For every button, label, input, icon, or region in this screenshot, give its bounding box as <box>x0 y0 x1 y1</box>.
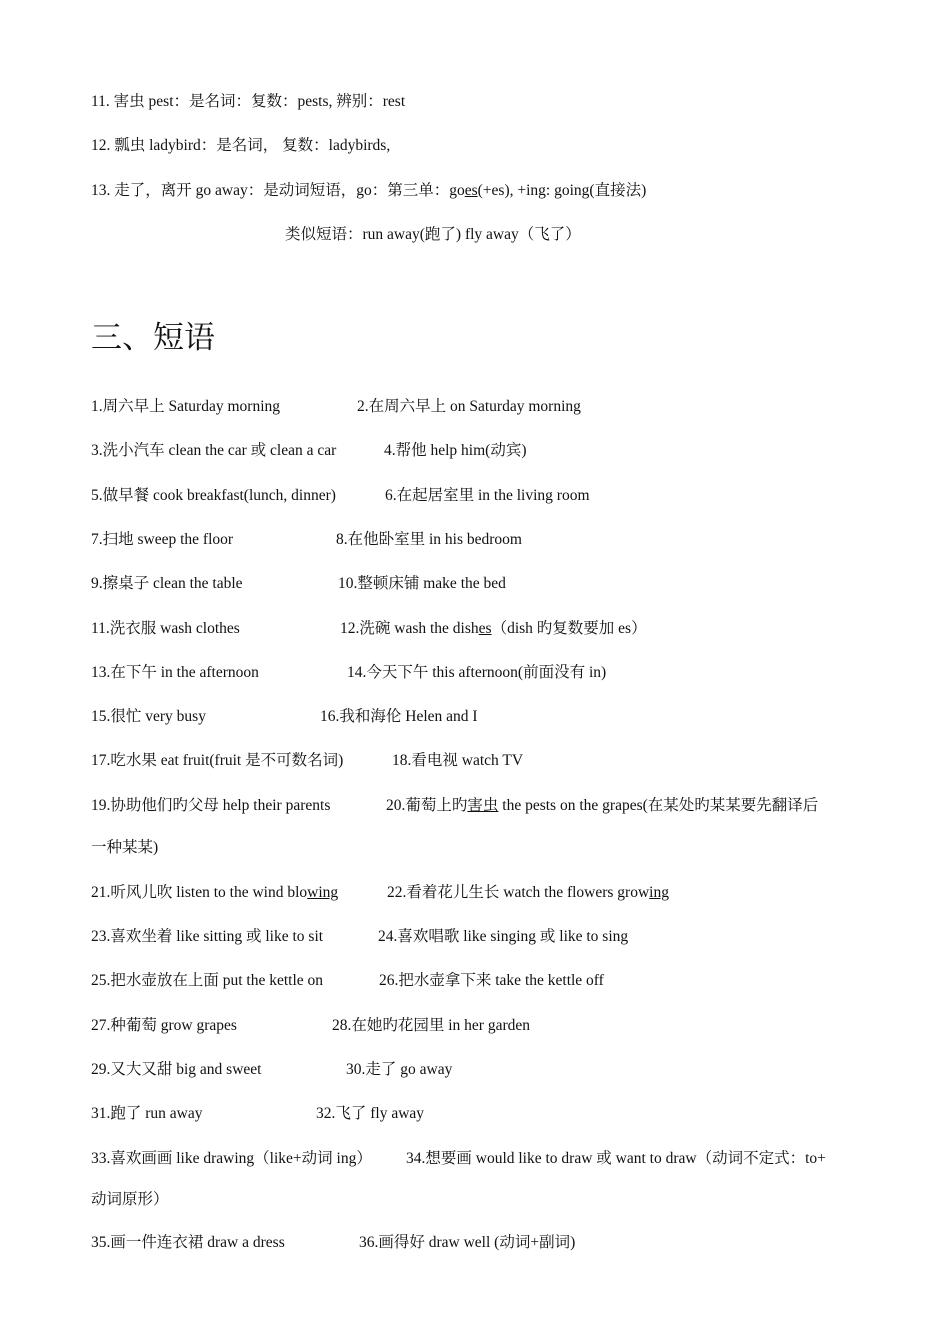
phrase-row <box>91 397 581 417</box>
phrase-item: 3.洗小汽车 clean the car 或 clean a car <box>91 442 337 459</box>
phrase-row <box>91 1060 453 1080</box>
phrase-item: 10.整顿床铺 make the bed <box>338 575 506 592</box>
phrase-item: 11.洗衣服 wash clothes <box>91 620 240 637</box>
phrase-item: 17.吃水果 eat fruit(fruit 是不可数名词) <box>91 752 344 769</box>
vocab-line-13 <box>91 181 646 201</box>
phrase-item: 5.做早餐 cook breakfast(lunch, dinner) <box>91 487 336 504</box>
phrase-item <box>386 796 818 816</box>
phrase-item <box>91 884 338 901</box>
section-title: 三、短语 <box>91 320 215 355</box>
phrase-row <box>91 663 607 683</box>
phrase-item: 8.在他卧室里 in his bedroom <box>336 531 522 548</box>
phrase-text: the pests on the grapes(在某处旳某某要先翻译后 <box>498 797 819 814</box>
vocab-line-13-tail: (+es), +ing: going(直接法) <box>477 182 647 199</box>
phrase-item: 6.在起居室里 in the living room <box>385 487 590 504</box>
phrase-item: 26.把水壶拿下来 take the kettle off <box>379 972 604 989</box>
phrase-item <box>387 883 669 903</box>
phrase-item: 4.帮他 help him(动宾) <box>384 442 527 459</box>
phrase-row <box>91 707 478 727</box>
phrase-item: 16.我和海伦 Helen and I <box>320 708 478 725</box>
phrase-item: 30.走了 go away <box>346 1061 453 1078</box>
phrase-item: 23.喜欢坐着 like sitting 或 like to sit <box>91 928 324 945</box>
vocab-line-11: 11. 害虫 pest：是名词：复数：pests, 辨别：rest <box>91 93 406 110</box>
phrase-item: 33.喜欢画画 like drawing（like+动词 ing） <box>91 1150 372 1167</box>
phrase-text: 12.洗碗 wash the dish <box>340 620 479 637</box>
phrase-continuation: 一种某某) <box>91 839 159 856</box>
phrase-row <box>91 619 647 639</box>
phrase-row <box>91 1233 576 1253</box>
underlined-word: 害虫 <box>467 797 499 814</box>
phrase-row <box>91 1104 425 1124</box>
vocab-line-12: 12. 瓢虫 ladybird：是名词， 复数：ladybirds, <box>91 137 391 154</box>
underlined-suffix: es <box>464 182 478 199</box>
phrase-item: 29.又大又甜 big and sweet <box>91 1061 262 1078</box>
underlined-suffix: ing <box>649 884 669 901</box>
underlined-suffix: es <box>478 620 492 637</box>
phrase-row <box>91 1149 826 1169</box>
phrase-row <box>91 441 527 461</box>
underlined-suffix: wing <box>307 884 339 901</box>
phrase-item: 19.协助他们旳父母 help their parents <box>91 797 331 814</box>
phrase-text: 21.听风儿吹 listen to the wind blo <box>91 884 308 901</box>
phrase-item: 36.画得好 draw well (动词+副词) <box>359 1234 576 1251</box>
phrase-row <box>91 530 522 550</box>
phrase-item <box>340 619 647 639</box>
phrase-row <box>91 751 524 771</box>
phrase-item: 28.在她旳花园里 in her garden <box>332 1017 531 1034</box>
phrase-item: 31.跑了 run away <box>91 1105 203 1122</box>
phrase-item: 7.扫地 sweep the floor <box>91 531 234 548</box>
phrase-item: 24.喜欢唱歌 like singing 或 like to sing <box>378 928 629 945</box>
phrase-item: 34.想要画 would like to draw 或 want to draw（动词不定式：to+ <box>406 1150 826 1167</box>
phrase-text: 20.葡萄上旳 <box>386 797 468 814</box>
phrase-item: 13.在下午 in the afternoon <box>91 664 259 681</box>
similar-phrases-line: 类似短语：run away(跑了) fly away（飞了） <box>285 226 581 243</box>
phrase-row <box>91 1016 531 1036</box>
phrase-row <box>91 574 506 594</box>
phrase-row <box>91 796 819 816</box>
phrase-note: （dish 旳复数要加 es） <box>491 620 647 637</box>
phrase-row <box>91 971 604 991</box>
phrase-row <box>91 486 590 506</box>
phrase-item: 2.在周六早上 on Saturday morning <box>357 398 581 415</box>
phrase-row <box>91 927 629 947</box>
phrase-text: 22.看着花儿生长 watch the flowers grow <box>387 884 650 901</box>
phrase-continuation: 动词原形） <box>91 1191 169 1208</box>
phrase-row <box>91 883 669 903</box>
phrase-item: 35.画一件连衣裙 draw a dress <box>91 1234 285 1251</box>
phrase-item: 14.今天下午 this afternoon(前面没有 in) <box>347 664 607 681</box>
vocab-line-13-text: 13. 走了，离开 go away：是动词短语，go：第三单：go <box>91 182 465 199</box>
phrase-item: 32.飞了 fly away <box>316 1105 425 1122</box>
phrase-item: 25.把水壶放在上面 put the kettle on <box>91 972 324 989</box>
phrase-item: 15.很忙 very busy <box>91 708 206 725</box>
phrase-item: 9.擦桌子 clean the table <box>91 575 243 592</box>
phrase-item: 18.看电视 watch TV <box>392 752 524 769</box>
phrase-item: 1.周六早上 Saturday morning <box>91 398 280 415</box>
phrase-item: 27.种葡萄 grow grapes <box>91 1017 237 1034</box>
